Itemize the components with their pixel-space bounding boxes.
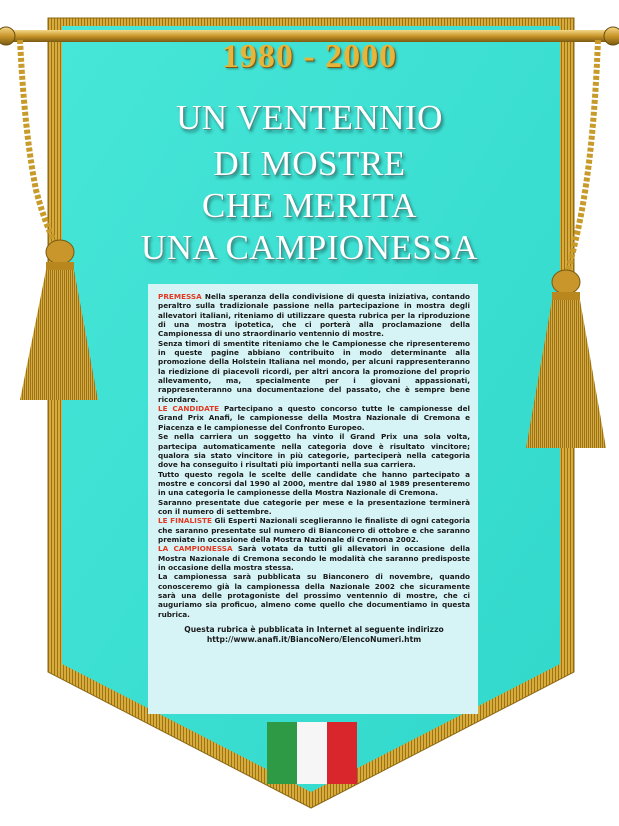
paragraph-premessa — [158, 292, 470, 339]
paragraph-text: La campionessa sarà pubblicata su Bianconero di novembre, quando conosceremo già la campionessa della Nazionale 2002 che sicuramente sarà una delle protagoniste del prossimo ventennio di mostre, che ci auguriamo sia proficuo, almeno come quello che documentiamo in questa rubrica. — [158, 572, 470, 619]
flag-green-stripe — [267, 722, 297, 784]
label-finaliste: LE FINALISTE — [158, 516, 212, 526]
paragraph-campionessa — [158, 544, 470, 572]
title-line-1: UN VENTENNIO — [176, 98, 443, 137]
footer-url-link[interactable]: http://www.anafi.it/BiancoNero/ElencoNumeri.htm — [206, 635, 422, 645]
paragraph-finaliste — [158, 516, 470, 544]
paragraph-text: Gli Esperti Nazionali sceglieranno le finaliste di ogni categoria che saranno presentate sul numero di Bianconero di ottobre e che saranno premiate in occasione della Mostra Nazionale di Cremona 2002. — [158, 516, 470, 544]
paragraph — [158, 470, 470, 498]
title-line-4: UNA CAMPIONESSA — [140, 228, 479, 267]
paragraph-candidate — [158, 404, 470, 432]
article-panel — [148, 284, 478, 714]
paragraph-text: Senza timori di smentite riteniamo che le Campionesse che ripresenteremo in queste pagine abbiano contribuito in modo determinante alla promozione della Holstein Italiana nel mondo, per alcuni rappresenteranno la riedizione di piacevoli ricordi, per altri ancora la promozione del proprio allevamento, ma, specialmente per i giovani appassionati, rappresenteranno una documentazione del passato, che è sempre bene ricordare. — [158, 338, 470, 404]
flag-red-stripe — [327, 722, 357, 784]
title-line-2: DI MOSTRE — [213, 144, 406, 183]
footer-line: Questa rubrica è pubblicata in Internet al seguente indirizzo — [184, 625, 444, 635]
flag-white-stripe — [297, 722, 327, 784]
paragraph-text: Partecipano a questo concorso tutte le campionesse del Grand Prix Anafi, le campionesse della Mostra Nazionale di Cremona e Piacenza e le campionesse del Confronto Europeo. — [158, 404, 470, 432]
paragraph-text: Tutto questo regola le scelte delle candidate che hanno partecipato a mostre e concorsi dal 1990 al 2000, mentre dal 1980 al 1989 presenteremo in una categoria le campionesse della Mostra Nazionale di Cremona. — [158, 469, 470, 498]
paragraph — [158, 572, 470, 619]
paragraph — [158, 339, 470, 404]
paragraph — [158, 432, 470, 469]
paragraph-text: Se nella carriera un soggetto ha vinto il Grand Prix una sola volta, partecipa automaticamente nella categoria dove è risultato vincitore; qualora sia stato vincitore in più categorie, parteciperà nella categoria dove ha conseguito i risultati più importanti nella sua carriera. — [158, 432, 470, 470]
paragraph-text: Nella speranza della condivisione di questa iniziativa, contando peraltro sulla tradizionale passione nella partecipazione in mostra degli allevatori italiani, riteniamo di utilizzare questa rubrica per la riproduzione di una mostra ipotetica, che ci porterà alla proclamazione della Campionessa di uno straordinario ventennio di mostre. — [158, 292, 470, 339]
title-line-3: CHE MERITA — [201, 186, 418, 225]
paragraph-text: Saranno presentate due categorie per mese e la presentazione terminerà con il numero di settembre. — [158, 497, 470, 516]
label-campionessa: LA CAMPIONESSA — [158, 544, 233, 554]
italian-flag-ribbon — [267, 722, 357, 784]
label-candidate: LE CANDIDATE — [158, 404, 220, 414]
footer-note — [158, 625, 470, 645]
years-heading: 1980 - 2000 — [221, 38, 398, 75]
paragraph — [158, 498, 470, 517]
paragraph-text: Sarà votata da tutti gli allevatori in occasione della Mostra Nazionale di Cremona secondo le modalità che saranno predisposte in occasione della mostra stessa. — [158, 544, 470, 572]
label-premessa: PREMESSA — [158, 292, 202, 301]
